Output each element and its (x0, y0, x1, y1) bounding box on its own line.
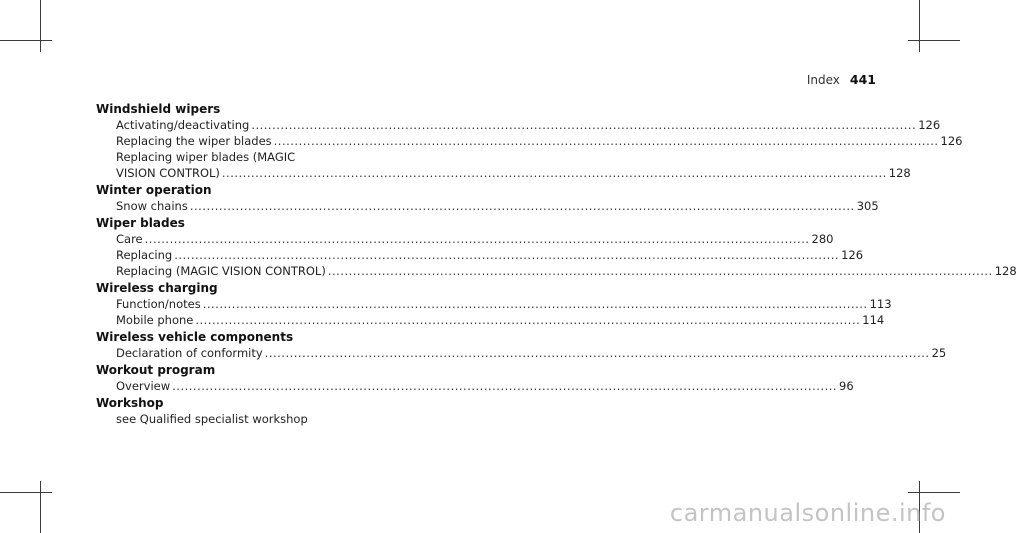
index-entry (96, 395, 349, 427)
subentry-label: Overview (116, 379, 171, 393)
subentry-label: Mobile phone (116, 313, 194, 327)
subentry-page-number[interactable]: 126 (918, 118, 941, 132)
index-subentry[interactable] (96, 345, 947, 361)
crop-mark-top-right-h (908, 40, 960, 41)
index-entry-title[interactable]: Workshop (96, 396, 164, 410)
dot-leader (328, 263, 993, 279)
index-subentry[interactable] (96, 149, 349, 165)
page-header (807, 72, 876, 87)
index-entry-title[interactable]: Workout program (96, 363, 216, 377)
subentry-label: Replacing the wiper blades (116, 134, 272, 148)
subentry-page-number[interactable]: 128 (888, 166, 911, 180)
index-entry-title[interactable]: Windshield wipers (96, 102, 221, 116)
index-entry-title[interactable]: Winter operation (96, 183, 212, 197)
index-subentry[interactable] (96, 133, 963, 149)
subentry-page-number[interactable]: 305 (856, 199, 879, 213)
dot-leader (172, 378, 837, 394)
subentry-page-number[interactable]: 113 (869, 297, 892, 311)
crop-mark-bottom-left-v (40, 481, 41, 533)
subentry-label: see Qualified specialist workshop (116, 412, 308, 426)
index-entry (96, 280, 892, 328)
index-subentry[interactable] (96, 117, 941, 133)
dot-leader (251, 117, 916, 133)
index-subentry[interactable] (96, 411, 349, 427)
subentry-label: Snow chains (116, 199, 188, 213)
subentry-label: Replacing wiper blades (MAGIC (116, 150, 296, 164)
dot-leader (174, 247, 839, 263)
index-subentry[interactable] (96, 247, 864, 263)
index-entry-title[interactable]: Wiper blades (96, 216, 185, 230)
page-number: 441 (849, 72, 876, 87)
subentry-page-number[interactable]: 114 (862, 313, 885, 327)
subentry-page-number[interactable]: 126 (940, 134, 963, 148)
index-entry (96, 101, 963, 181)
dot-leader (222, 165, 887, 181)
crop-mark-top-left-v (40, 0, 41, 52)
crop-mark-bottom-right-h (908, 492, 960, 493)
index-column (96, 101, 1017, 428)
subentry-label: Replacing (MAGIC VISION CONTROL) (116, 264, 326, 278)
subentry-label: Care (116, 232, 143, 246)
dot-leader (203, 296, 868, 312)
section-label: Index (806, 73, 840, 87)
index-subentry[interactable] (96, 198, 879, 214)
dot-leader (145, 231, 810, 247)
subentry-page-number[interactable]: 126 (841, 248, 864, 262)
subentry-label: VISION CONTROL) (116, 166, 220, 180)
index-entry (96, 215, 1017, 279)
index-subentry[interactable] (96, 296, 892, 312)
index-entry (96, 329, 947, 361)
subentry-label: Function/notes (116, 297, 201, 311)
index-entry-title[interactable]: Wireless vehicle components (96, 330, 294, 344)
index-entry (96, 362, 854, 394)
subentry-page-number[interactable]: 96 (839, 379, 854, 393)
subentry-label: Declaration of conformity (116, 346, 263, 360)
index-subentry[interactable] (96, 231, 834, 247)
index-subentry[interactable] (96, 378, 854, 394)
crop-mark-bottom-left-h (0, 492, 52, 493)
subentry-page-number[interactable]: 128 (994, 264, 1017, 278)
index-entry (96, 182, 879, 214)
dot-leader (265, 345, 930, 361)
subentry-page-number[interactable]: 280 (811, 232, 834, 246)
dot-leader (195, 312, 860, 328)
index-entry-title[interactable]: Wireless charging (96, 281, 218, 295)
subentry-label: Activating/deactivating (116, 118, 250, 132)
crop-mark-top-right-v (919, 0, 920, 52)
index-subentry[interactable] (96, 312, 885, 328)
index-subentry[interactable] (96, 165, 911, 181)
index-subentry[interactable] (96, 263, 1017, 279)
watermark: carmanualsonline.info (669, 499, 946, 527)
dot-leader (274, 133, 939, 149)
dot-leader (190, 198, 855, 214)
subentry-page-number[interactable]: 25 (931, 346, 947, 360)
subentry-label: Replacing (116, 248, 173, 262)
crop-mark-top-left-h (0, 40, 52, 41)
